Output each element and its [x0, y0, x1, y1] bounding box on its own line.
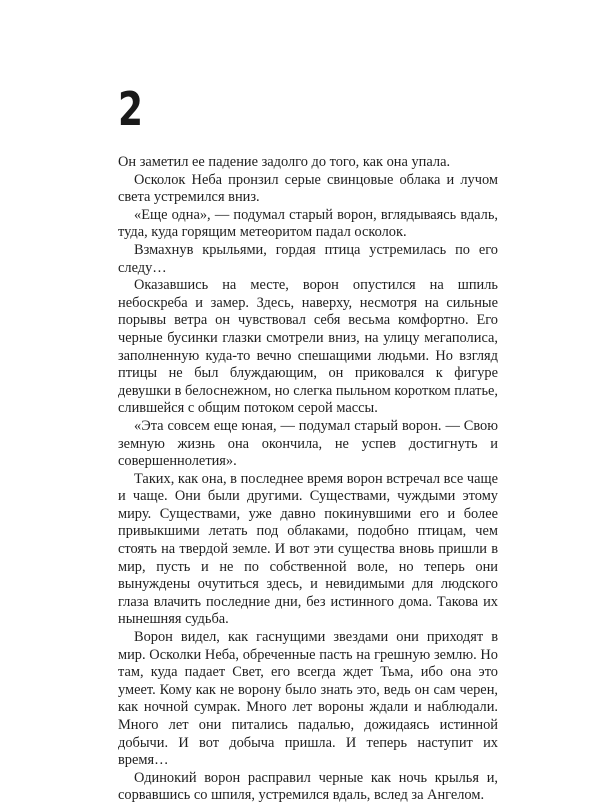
- paragraph-7: Таких, как она, в последнее время ворон встречал все чаще и чаще. Они были другими. Существами, чуждыми этому миру. Существами, уже давно покинувшими его и более привыкшими летать под облаками, подобно птицам, чем стоять на твердой земле. И вот эти существа вновь пришли в мир, пусть и не по собственной воле, но теперь они вынуждены очутиться здесь, и невидимыми для людского глаза влачить последние дни, без истинного дома. Такова их нынешняя судьба.: [118, 470, 498, 628]
- paragraph-4: Взмахнув крыльями, гордая птица устремилась по его следу…: [118, 241, 498, 276]
- paragraph-5: Оказавшись на месте, ворон опустился на шпиль небоскреба и замер. Здесь, наверху, несмотря на сильные порывы ветра он чувствовал себя весьма комфортно. Его черные бусинки глазки смотрели вниз, на улицу мегаполиса, заполненную куда-то вечно спешащими людьми. Но взгляд птицы не был блуждающим, он приковался к фигуре девушки в белоснежном, но слегка пыльном коротком платье, слившейся с общим потоком серой массы.: [118, 277, 498, 417]
- paragraph-3: «Еще одна», — подумал старый ворон, вглядываясь вдаль, туда, куда горящим метеоритом падал осколок.: [118, 206, 498, 241]
- paragraph-9: Одинокий ворон расправил черные как ночь крылья и, сорвавшись со шпиля, устремился вдаль, вслед за Ангелом.: [118, 769, 498, 804]
- paragraph-8: Ворон видел, как гаснущими звездами они приходят в мир. Осколки Неба, обреченные пасть на грешную землю. Но там, куда падает Свет, его всегда ждет Тьма, ибо она это умеет. Кому как не ворону было знать это, ведь он сам черен, как ночной сумрак. Много лет вороны ждали и наблюдали. Много лет они питались падалью, дожидаясь истинной добычи. И вот добыча пришла. И теперь наступит их время…: [118, 629, 498, 769]
- paragraph-1: Он заметил ее падение задолго до того, как она упала.: [118, 154, 451, 170]
- paragraph-2: Осколок Неба пронзил серые свинцовые облака и лучом света устремился вниз.: [118, 171, 498, 206]
- chapter-text: [118, 154, 498, 805]
- paragraph-6: «Эта совсем еще юная, — подумал старый ворон. — Свою земную жизнь она окончила, не успев достигнуть и совершеннолетия».: [118, 417, 498, 470]
- chapter-number: 2: [118, 82, 143, 136]
